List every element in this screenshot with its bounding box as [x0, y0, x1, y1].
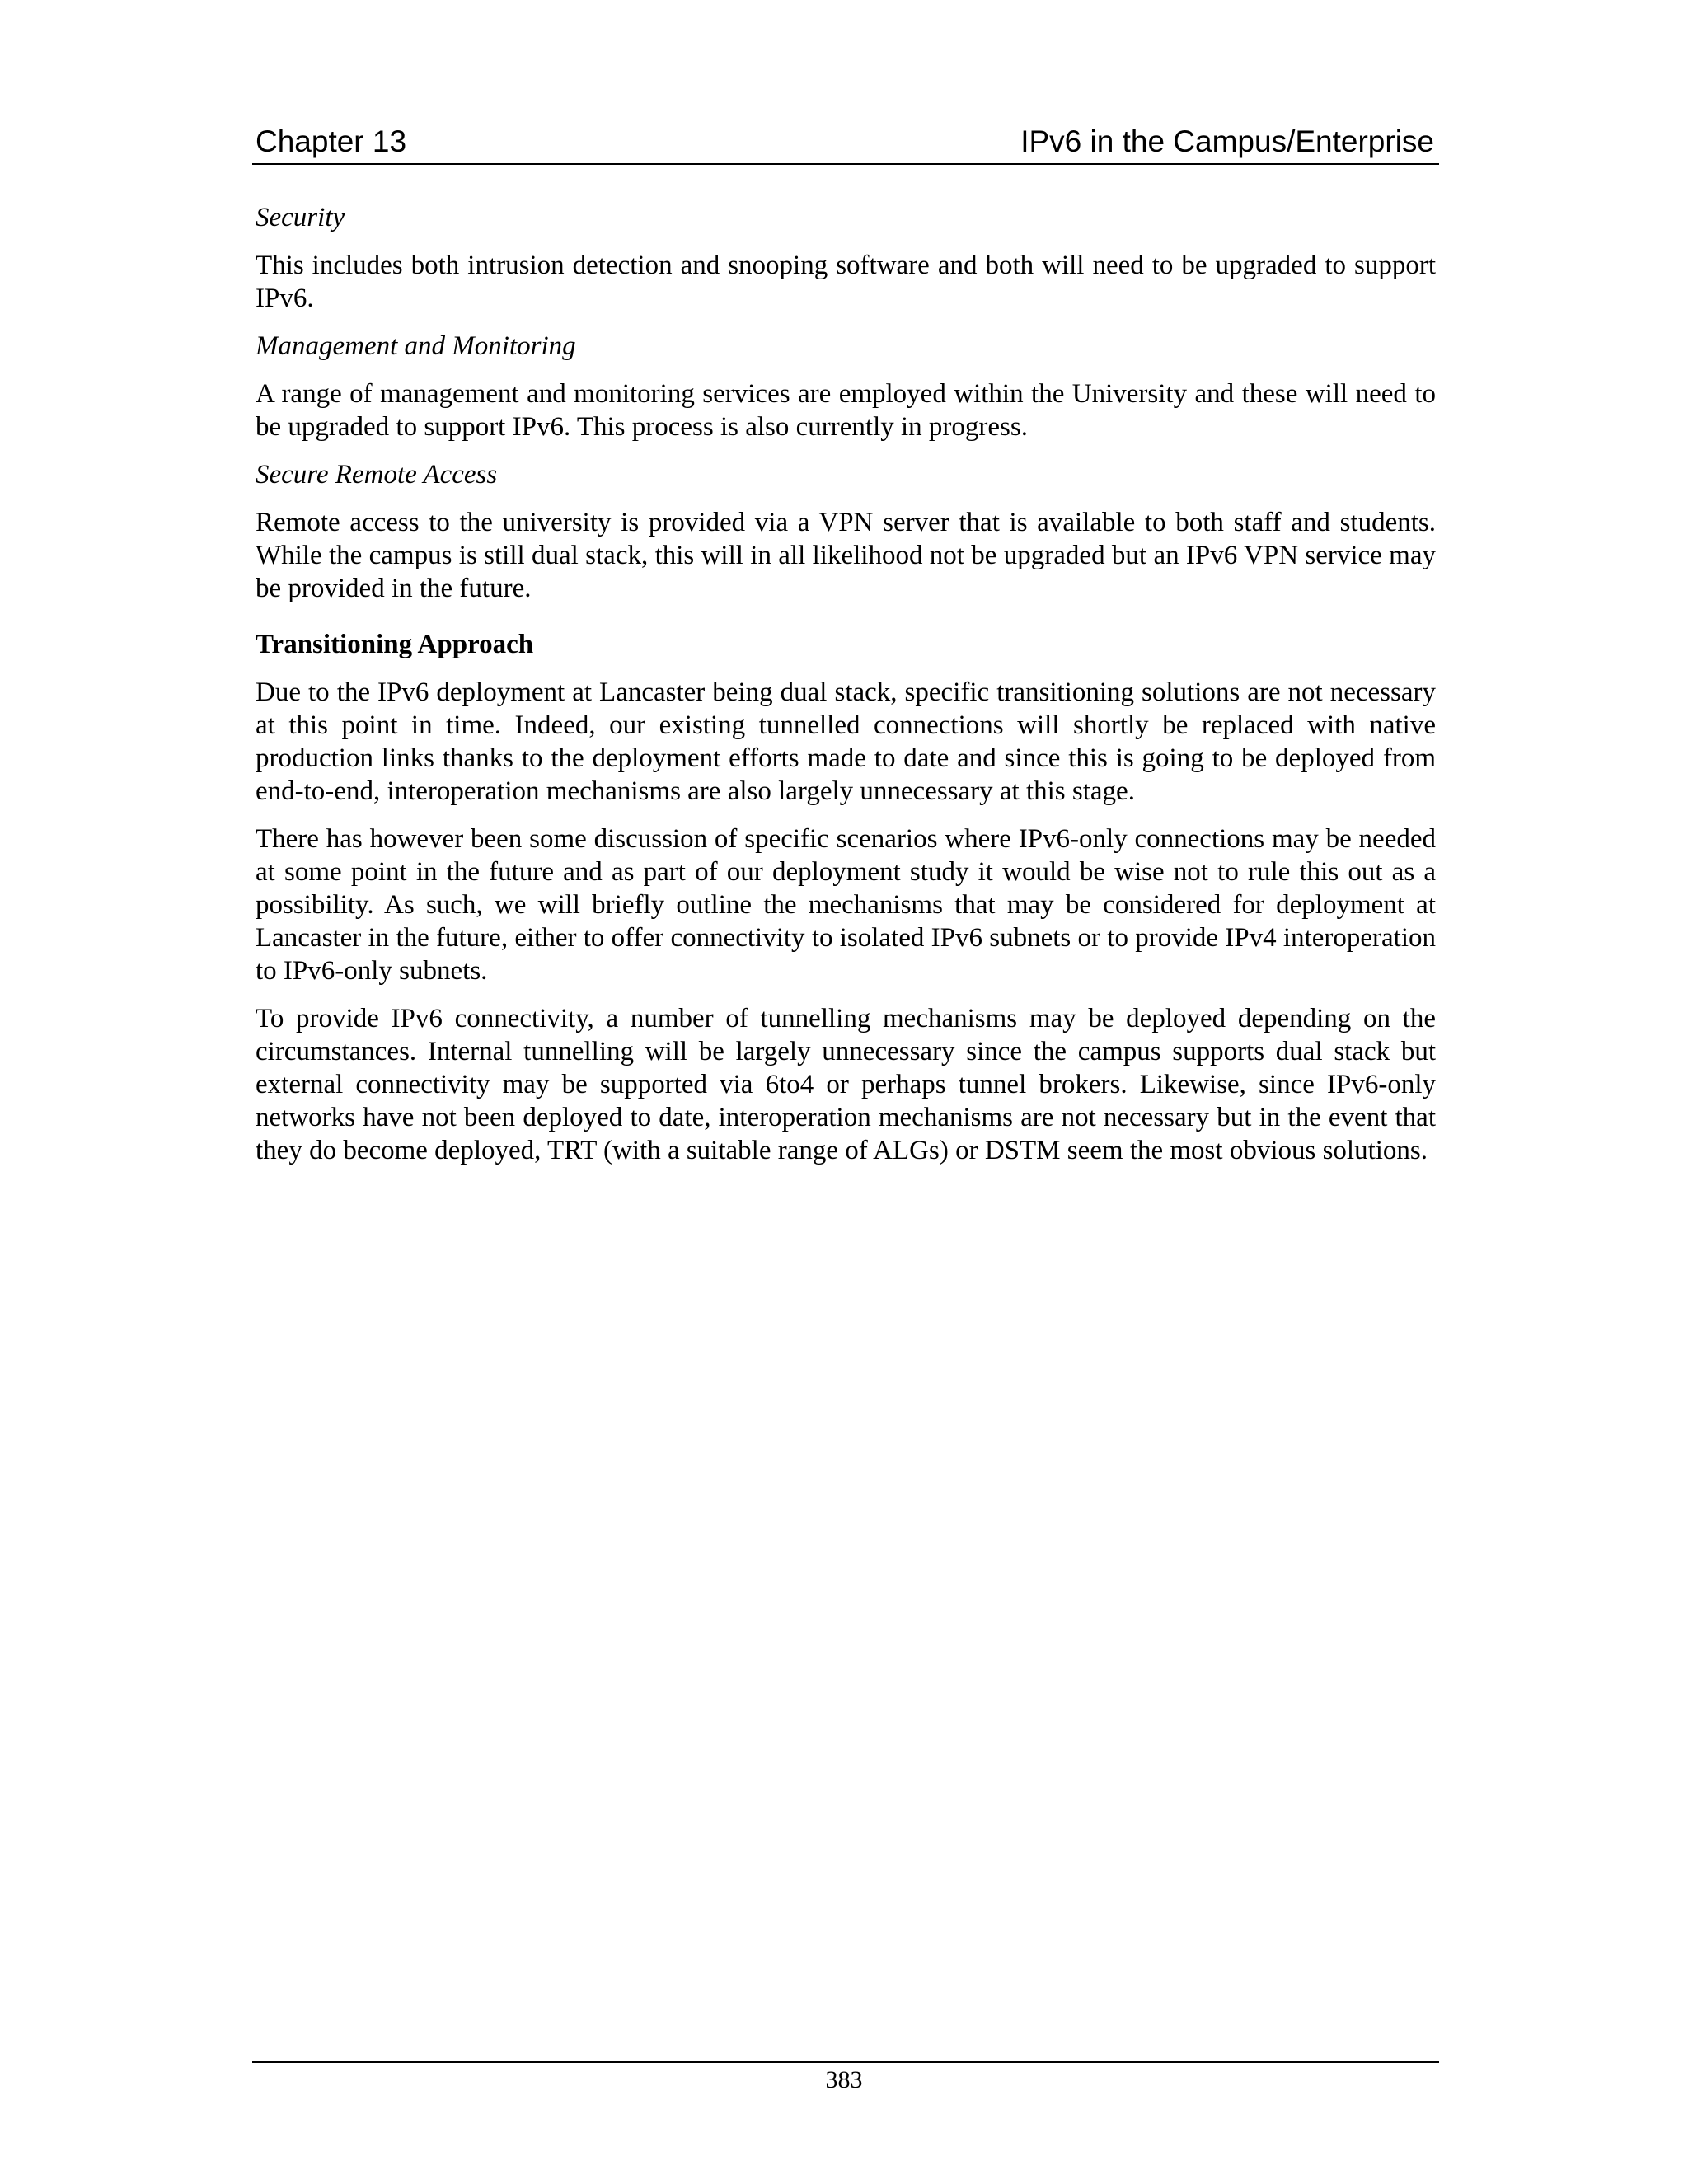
- transitioning-paragraph-3: To provide IPv6 connectivity, a number of tunnelling mechanisms may be deployed depending on the circumstances. Internal tunnelling will be largely unnecessary since the campus supports dual stack but external connectivity may be supported via 6to4 or perhaps tunnel brokers. Likewise, since IPv6-only networks have not been deployed to date, interoperation mechanisms are not necessary but in the event that they do become deployed, TRT (with a suitable range of ALGs) or DSTM seem the most obvious solutions.: [256, 1004, 1436, 1165]
- transitioning-paragraph-1: Due to the IPv6 deployment at Lancaster being dual stack, specific transitioning solutions are not necessary at this point in time. Indeed, our existing tunnelled connections will shortly be replaced with native production links thanks to the deployment efforts made to date and since this is going to be deployed from end-to-end, interoperation mechanisms are also largely unnecessary at this stage.: [256, 677, 1436, 806]
- remote-access-subheading: Secure Remote Access: [256, 460, 498, 490]
- security-subheading: Security: [256, 203, 345, 232]
- management-paragraph: A range of management and monitoring services are employed within the University and these will need to be upgraded to support IPv6. This process is also currently in progress.: [256, 379, 1436, 442]
- page-body: [256, 201, 1436, 1182]
- security-paragraph: This includes both intrusion detection and snooping software and both will need to be upgraded to support IPv6.: [256, 251, 1436, 313]
- header-chapter: Chapter 13: [256, 124, 407, 158]
- page-number: 383: [825, 2066, 863, 2093]
- running-header: [252, 120, 1439, 165]
- transitioning-paragraph-2: There has however been some discussion of specific scenarios where IPv6-only connections may be needed at some point in the future and as part of our deployment study it would be wise not to rule this out as a possibility. As such, we will briefly outline the mechanisms that may be considered for deployment at Lancaster in the future, either to offer connectivity to isolated IPv6 subnets or to provide IPv4 interoperation to IPv6-only subnets.: [256, 824, 1436, 986]
- header-title: IPv6 in the Campus/Enterprise: [1020, 124, 1434, 158]
- transitioning-heading: Transitioning Approach: [256, 630, 534, 659]
- management-subheading: Management and Monitoring: [256, 331, 576, 361]
- footer-rule: [252, 2061, 1439, 2063]
- remote-access-paragraph: Remote access to the university is provided via a VPN server that is available to both staff and students. While the campus is still dual stack, this will in all likelihood not be upgraded but an IPv6 VPN service may be provided in the future.: [256, 508, 1436, 603]
